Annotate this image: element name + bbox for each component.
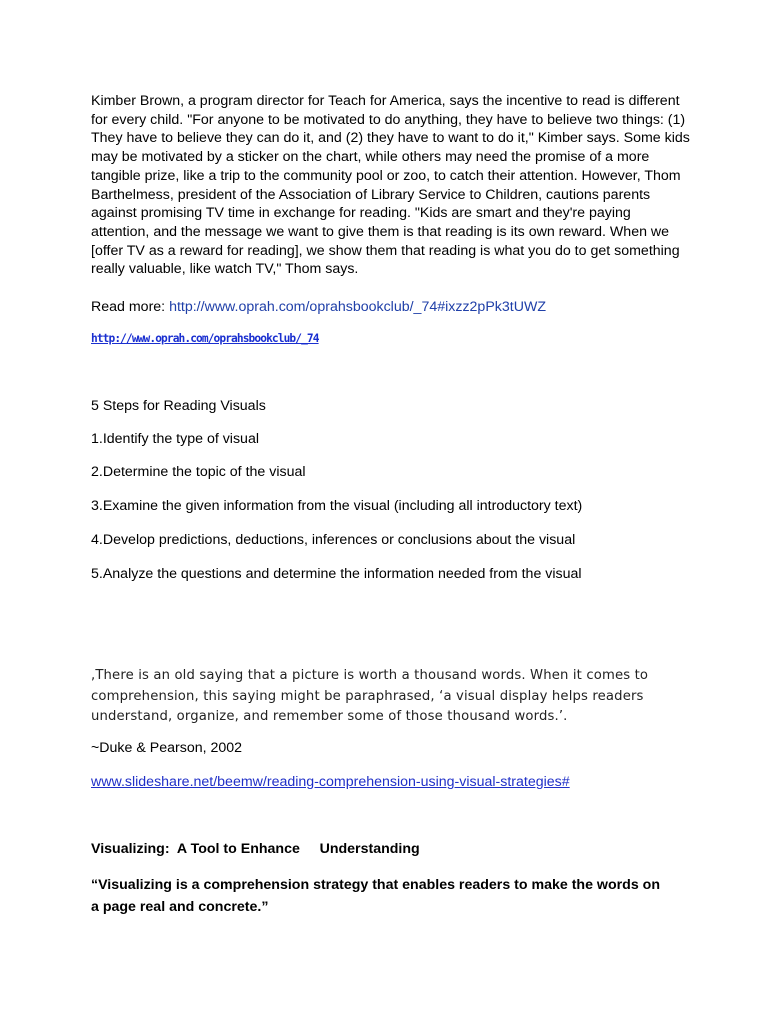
quote-attribution: ~Duke & Pearson, 2002 xyxy=(91,740,243,756)
steps-title: 5 Steps for Reading Visuals xyxy=(91,398,266,414)
article-paragraph: Kimber Brown, a program director for Teach for America, says the incentive to read is different for every child. "For anyone to be motivated to do anything, they have to believe two things: (1) They have to believe they can do it, and (2) they have to want to do it," Kimber says. Some kids may be motivated by a sticker on the chart, while others may need the promise of a more tangible prize, like a trip to the community pool or zoo, to catch their attention. However, Thom Barthelmess, president of the Association of Library Service to Children, cautions parents against promising TV time in exchange for reading. "Kids are smart and they're paying attention, and the message we want to give them is that reading is its own reward. When we [offer TV as a reward for reading], we show them that reading is what you do to get something really valuable, like watch TV," Thom says. xyxy=(91,93,690,278)
read-more-label: Read more: xyxy=(91,299,170,315)
picture-worth-quote: ,There is an old saying that a picture is worth a thousand words. When it comes to comprehension, this saying might be paraphrased, ‘a visual display helps readers understand, organize, and remember some of those thousand words.’. xyxy=(91,668,649,724)
oprah-book-club-link[interactable]: http://www.oprah.com/oprahsbookclub/_74 xyxy=(91,332,319,345)
step-2: 2.Determine the topic of the visual xyxy=(91,464,306,480)
step-4: 4.Develop predictions, deductions, inferences or conclusions about the visual xyxy=(91,532,576,548)
step-1: 1.Identify the type of visual xyxy=(91,431,259,447)
step-5: 5.Analyze the questions and determine the information needed from the visual xyxy=(91,566,582,582)
visualizing-heading: Visualizing: A Tool to Enhance Understanding xyxy=(91,841,420,857)
step-3: 3.Examine the given information from the visual (including all introductory text) xyxy=(91,498,583,514)
visualizing-quote: “Visualizing is a comprehension strategy that enables readers to make the words on a page real and concrete.” xyxy=(91,877,660,915)
read-more-link[interactable]: http://www.oprah.com/oprahsbookclub/_74#ixzz2pPk3tUWZ xyxy=(169,299,547,315)
slideshare-link[interactable]: www.slideshare.net/beemw/reading-comprehension-using-visual-strategies# xyxy=(91,774,570,790)
document-page xyxy=(91,92,691,915)
read-more-line xyxy=(91,298,546,316)
